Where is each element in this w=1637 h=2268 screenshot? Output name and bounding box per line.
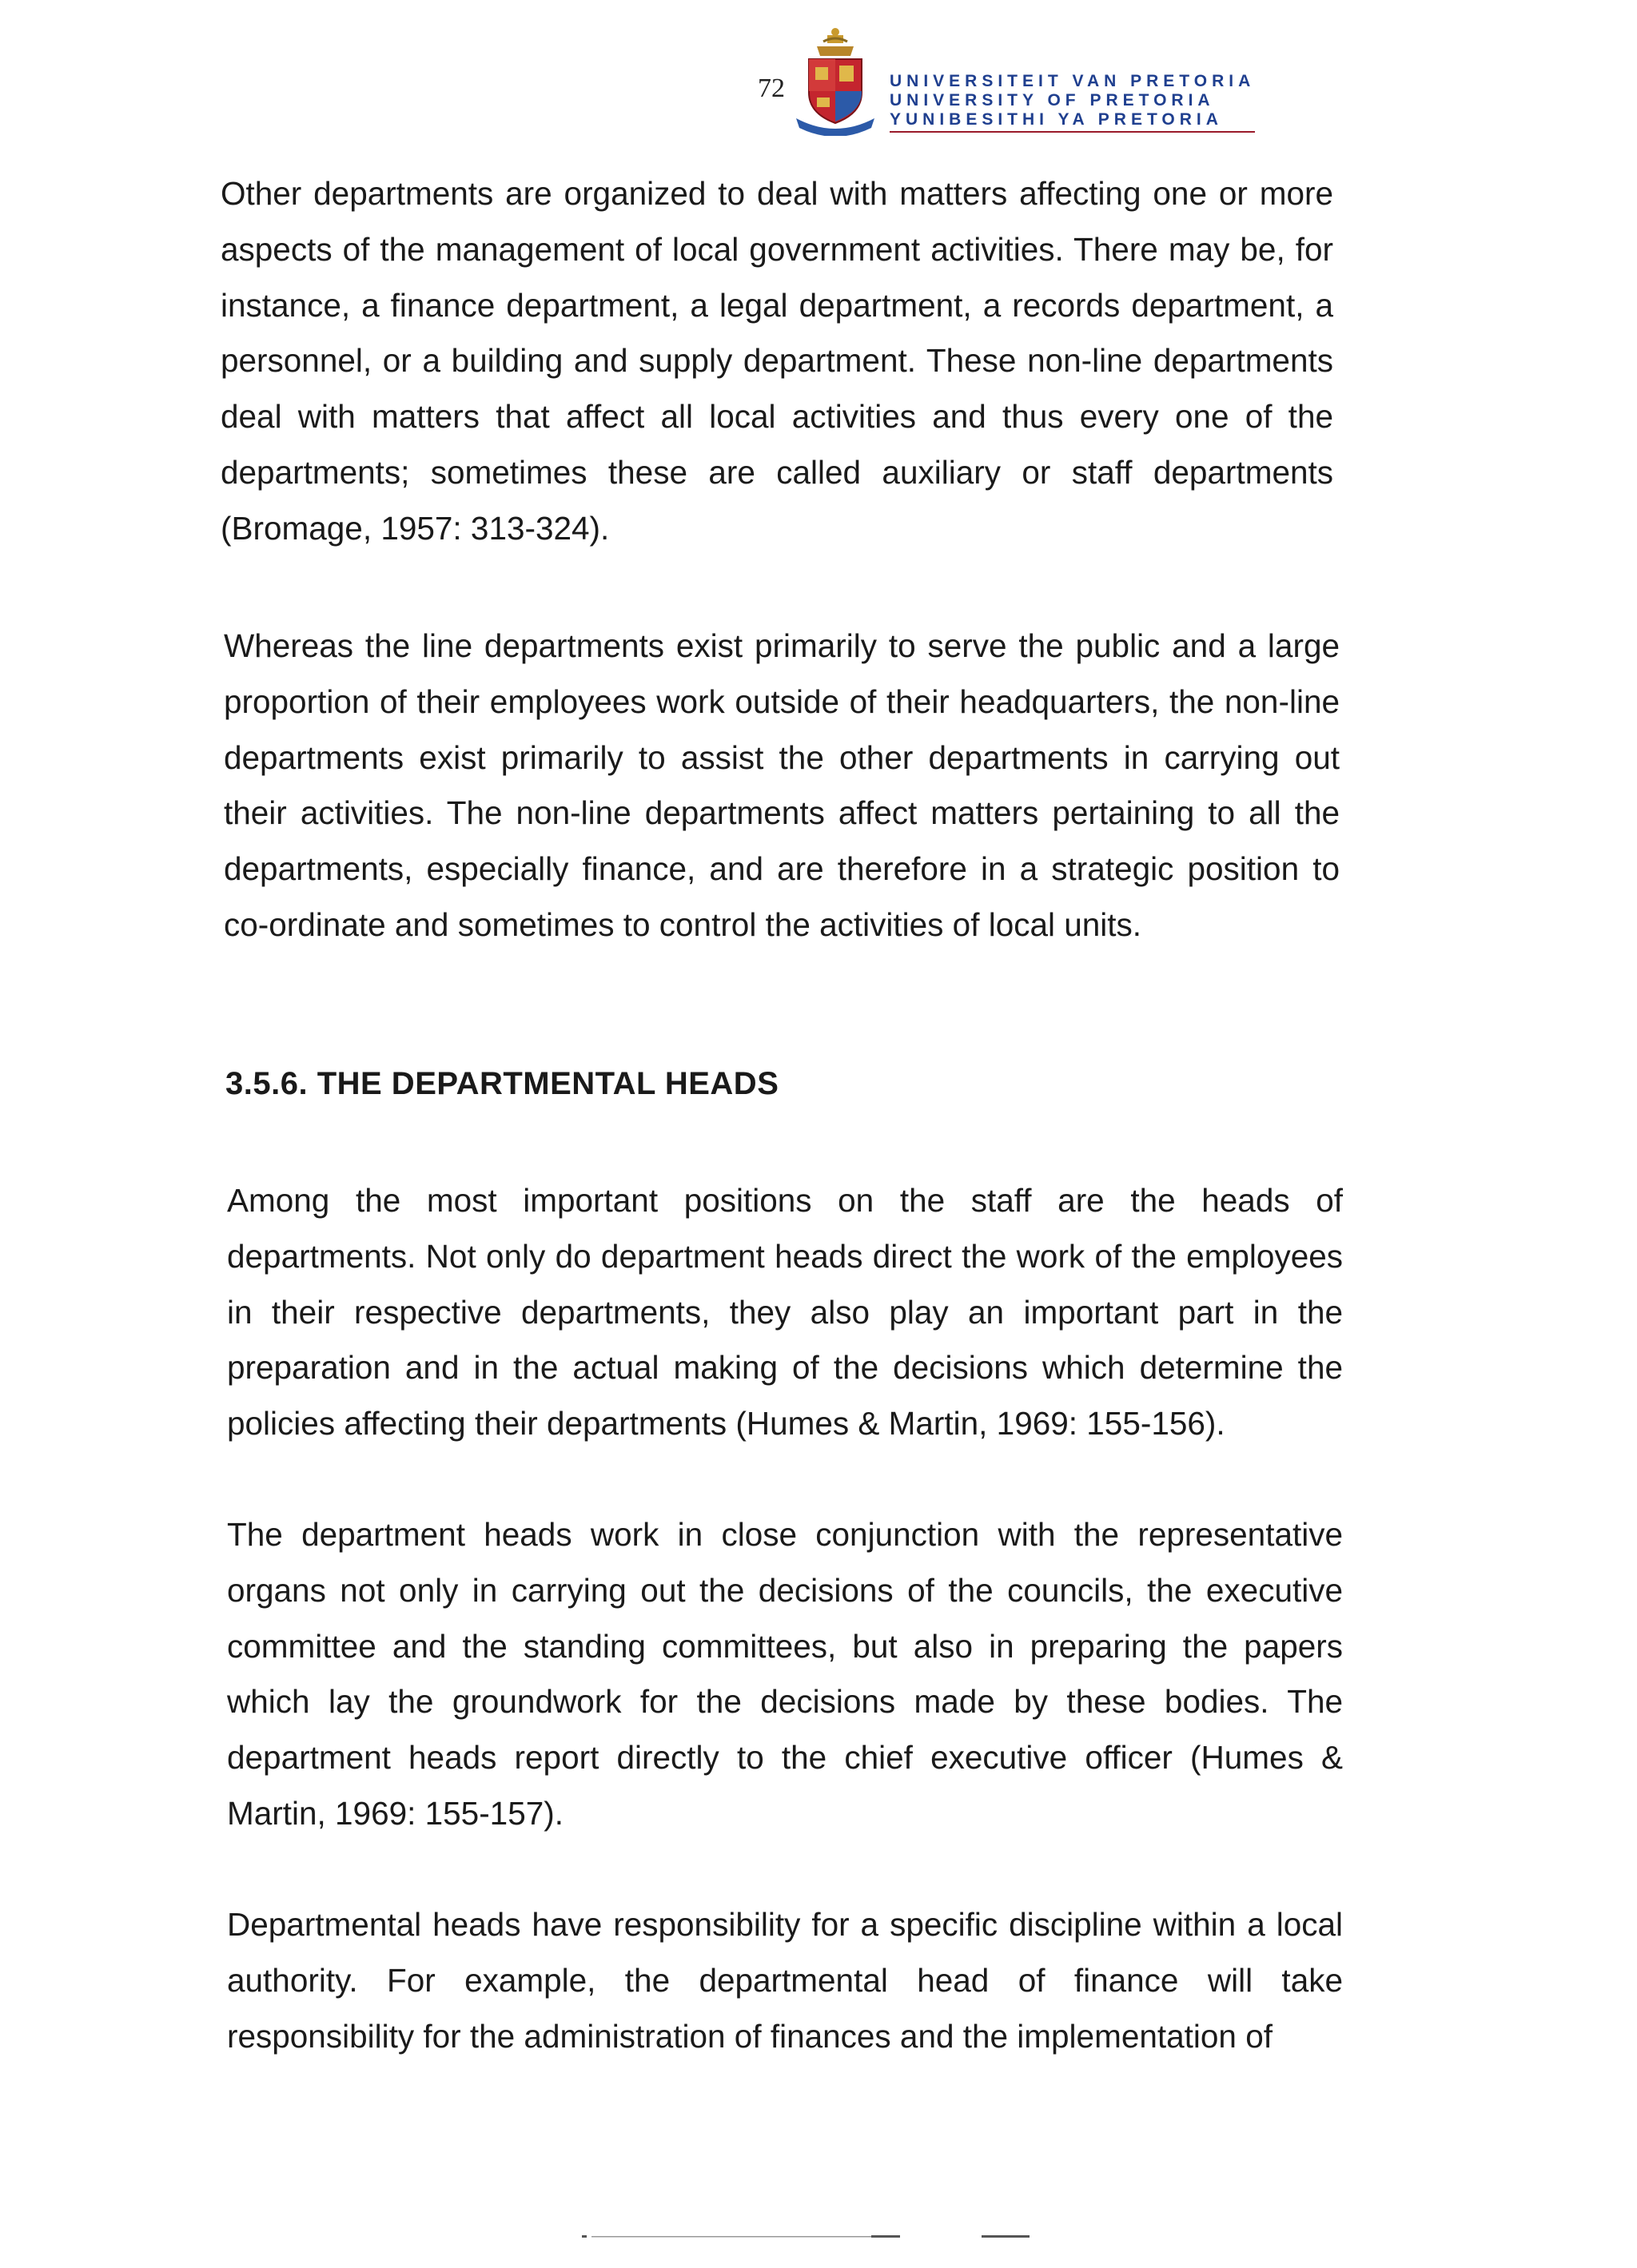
university-name-english: UNIVERSITY OF PRETORIA bbox=[890, 91, 1215, 109]
page-number: 72 bbox=[758, 74, 785, 103]
paragraph: Departmental heads have responsibility for a specific discipline within a local authority. For example, the departmental head of finance will take responsibility for the administration of finances and the implementation of bbox=[227, 1906, 1343, 2055]
paragraph: Whereas the line departments exist primarily to serve the public and a large proportion of their employees work outside of their headquarters, the non-line departments exist primarily to assist the other departments in carrying out their activities. The non-line departments affect matters pertaining to all the departments, especially finance, and are therefore in a strategic position to co-ordinate and sometimes to control the activities of local units. bbox=[224, 627, 1340, 943]
paragraph: Other departments are organized to deal with matters affecting one or more aspects of the management of local government activities. There may be, for instance, a finance department, a legal department, a records department, a personnel, or a building and supply department. These non-line departments deal with matters that affect all local activities and thus every one of the departments; sometimes these are called auxiliary or staff departments (Bromage, 1957: 313-324). bbox=[221, 175, 1333, 547]
university-name-sepedi: YUNIBESITHI YA PRETORIA bbox=[890, 110, 1223, 129]
paragraph: The department heads work in close conjunction with the representative organs not only in carrying out the decisions of the councils, the executive committee and the standing committees, but also in preparing the papers which lay the groundwork for the decisions made by these bodies. The department heads report directly to the chief executive officer (Humes & Martin, 1969: 155-157). bbox=[227, 1516, 1343, 1832]
section-heading: 3.5.6. THE DEPARTMENTAL HEADS bbox=[225, 1066, 779, 1101]
university-name-afrikaans: UNIVERSITEIT VAN PRETORIA bbox=[890, 72, 1256, 90]
paragraph: Among the most important positions on the staff are the heads of departments. Not only do department heads direct the work of the employees in their respective departments, they also play an important part in the preparation and in the actual making of the decisions which determine the policies affecting their departments (Humes & Martin, 1969: 155-156). bbox=[227, 1182, 1343, 1442]
scan-footer-marks bbox=[582, 2234, 1046, 2238]
university-names bbox=[890, 72, 1255, 133]
university-crest-icon bbox=[791, 24, 879, 136]
page-header bbox=[0, 24, 1637, 144]
